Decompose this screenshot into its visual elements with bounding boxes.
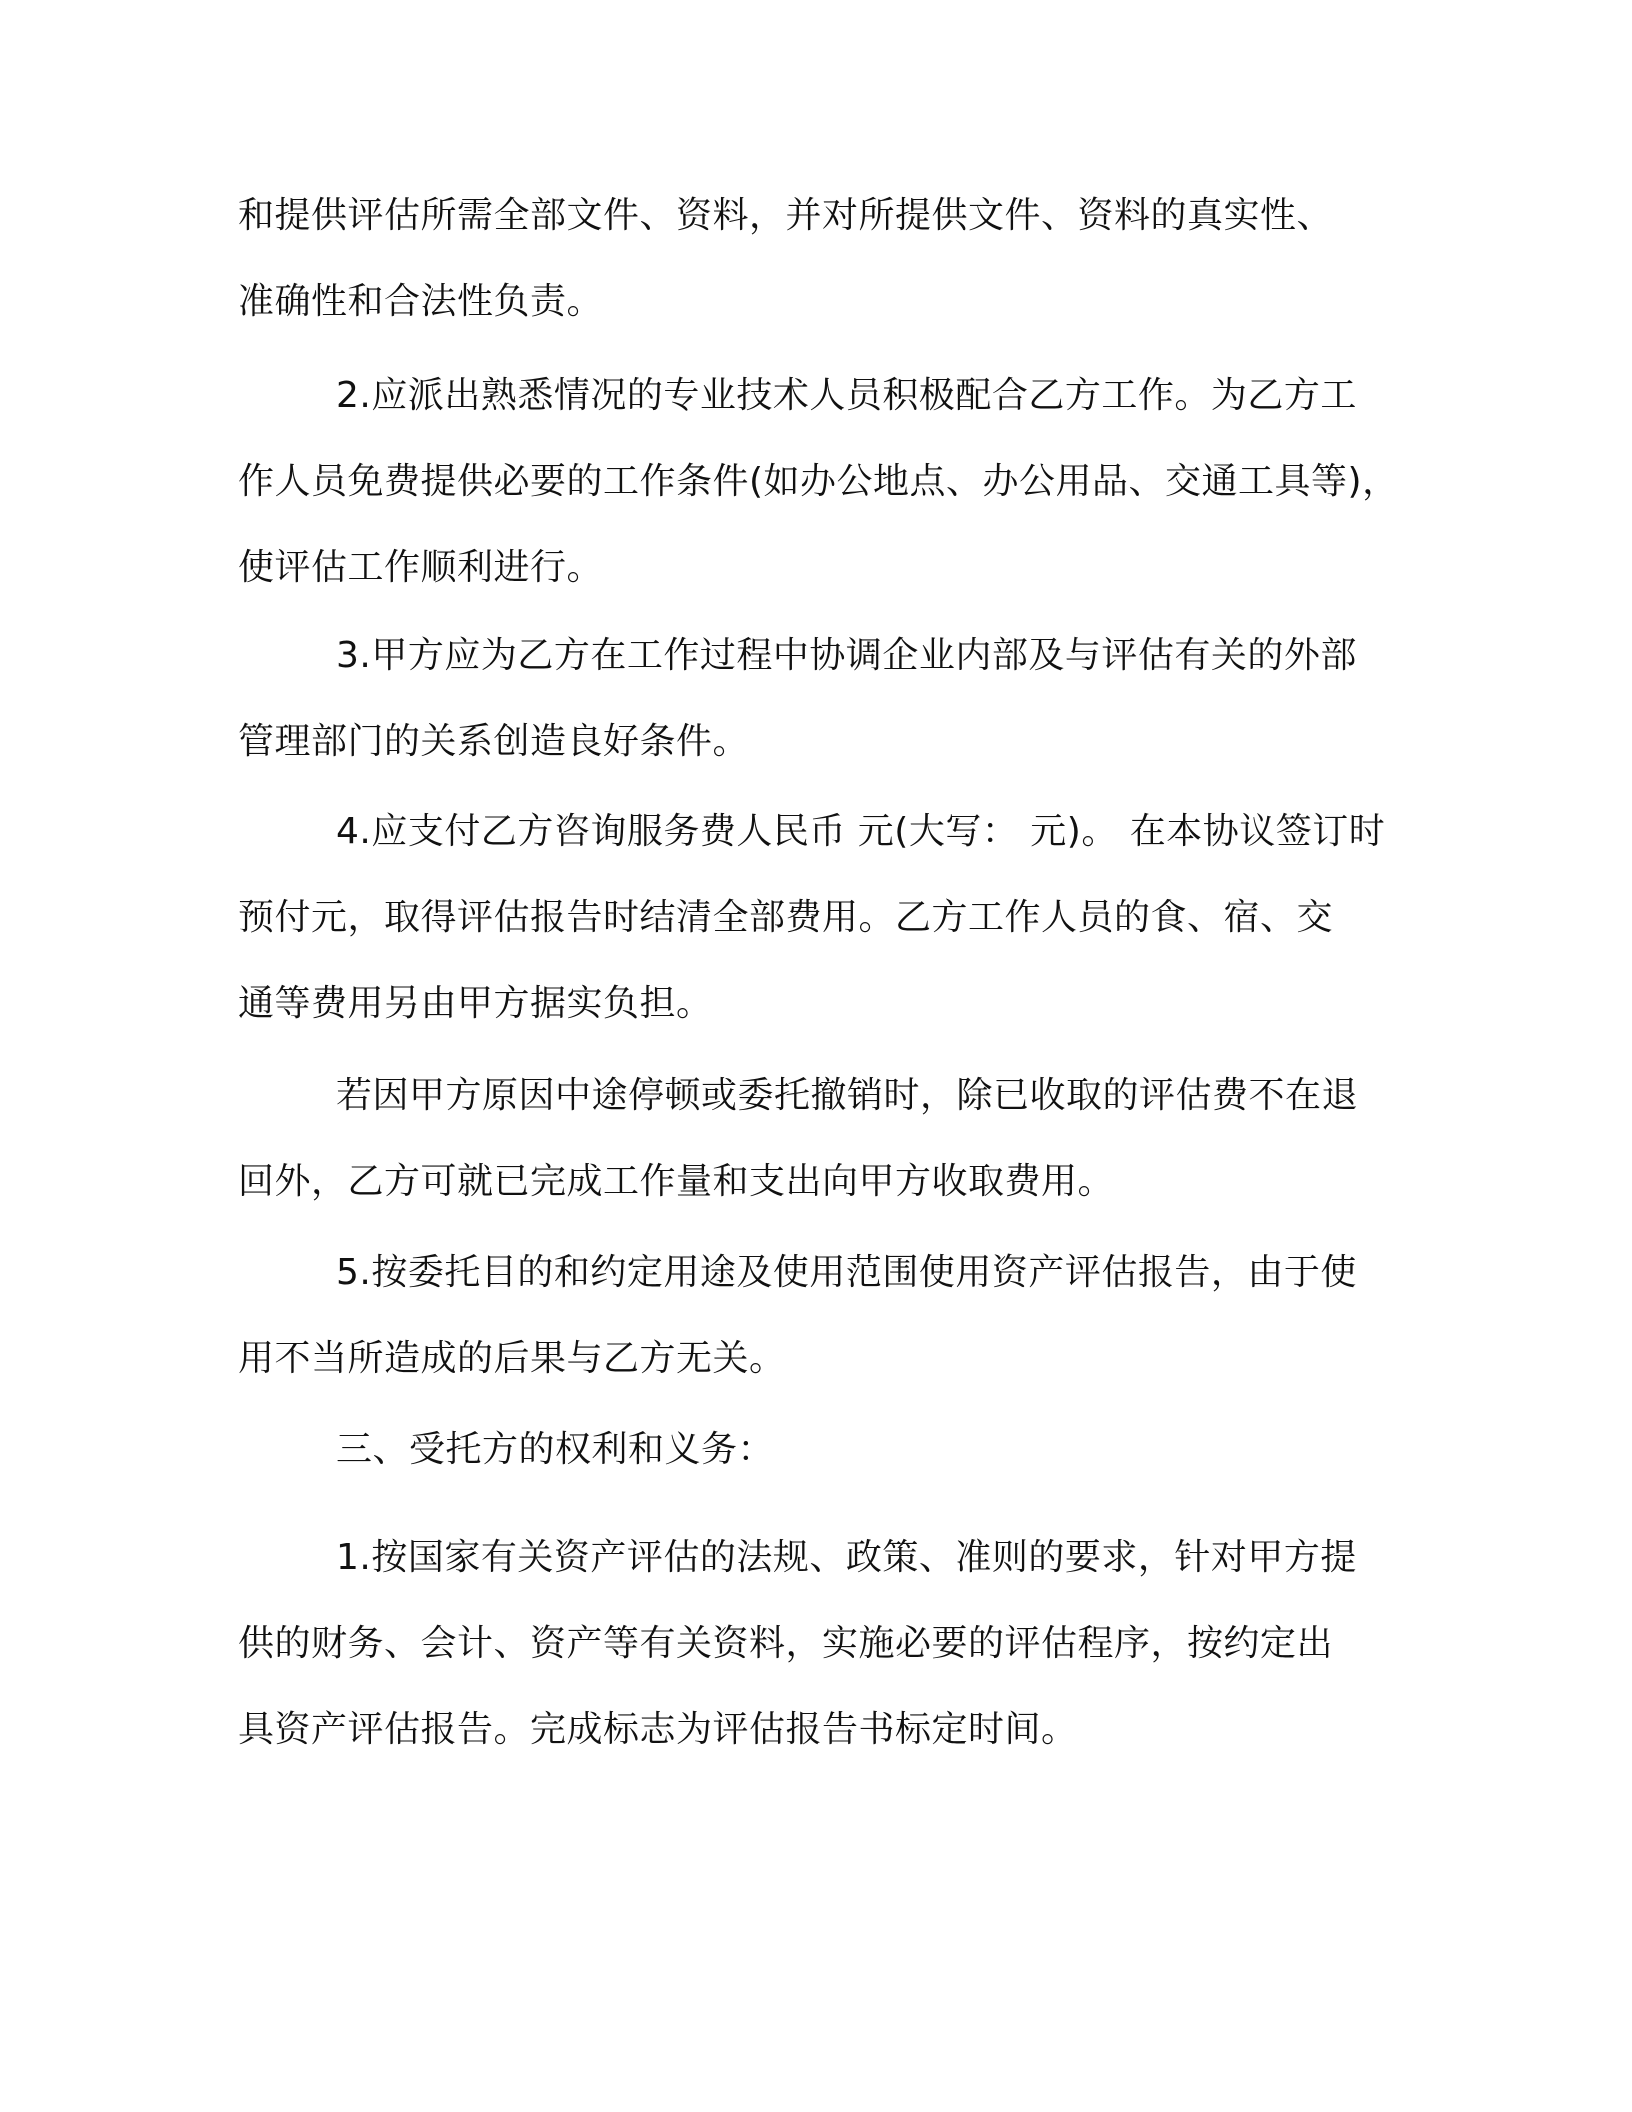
paragraph-trustee-item-1 <box>238 1537 1357 1755</box>
text-line: 管理部门的关系创造良好条件。 <box>238 721 750 762</box>
text-line: 3.甲方应为乙方在工作过程中协调企业内部及与评估有关的外部 <box>336 635 1357 676</box>
text-line: 用不当所造成的后果与乙方无关。 <box>238 1338 786 1379</box>
text-line: 1.按国家有关资产评估的法规、政策、准则的要求，针对甲方提 <box>336 1537 1357 1578</box>
paragraph-item-3 <box>238 635 1357 767</box>
paragraph-client-documents <box>238 195 1334 327</box>
paragraph-item-4 <box>238 811 1386 1029</box>
paragraph-item-2 <box>238 375 1399 593</box>
text-line: 2.应派出熟悉情况的专业技术人员积极配合乙方工作。为乙方工 <box>336 375 1357 416</box>
text-line: 和提供评估所需全部文件、资料，并对所提供文件、资料的真实性、 <box>238 195 1334 236</box>
paragraph-termination <box>238 1075 1359 1207</box>
text-line: 作人员免费提供必要的工作条件(如办公地点、办公用品、交通工具等)， <box>238 461 1399 502</box>
text-line: 供的财务、会计、资产等有关资料，实施必要的评估程序，按约定出 <box>238 1623 1334 1664</box>
paragraph-item-5 <box>238 1252 1357 1384</box>
text-line: 5.按委托目的和约定用途及使用范围使用资产评估报告，由于使 <box>336 1252 1357 1293</box>
text-line: 具资产评估报告。完成标志为评估报告书标定时间。 <box>238 1709 1078 1750</box>
section-heading-trustee-rights <box>238 1429 775 1475</box>
text-line: 预付元，取得评估报告时结清全部费用。乙方工作人员的食、宿、交 <box>238 897 1334 938</box>
text-line: 若因甲方原因中途停顿或委托撤销时，除已收取的评估费不在退 <box>336 1075 1359 1116</box>
text-line: 准确性和合法性负责。 <box>238 281 604 322</box>
text-line: 回外，乙方可就已完成工作量和支出向甲方收取费用。 <box>238 1161 1115 1202</box>
text-line: 通等费用另由甲方据实负担。 <box>238 983 713 1024</box>
section-heading: 三、受托方的权利和义务： <box>336 1429 775 1470</box>
text-line: 4.应支付乙方咨询服务费人民币 元(大写： 元)。 在本协议签订时 <box>336 811 1386 852</box>
text-line: 使评估工作顺利进行。 <box>238 547 604 588</box>
